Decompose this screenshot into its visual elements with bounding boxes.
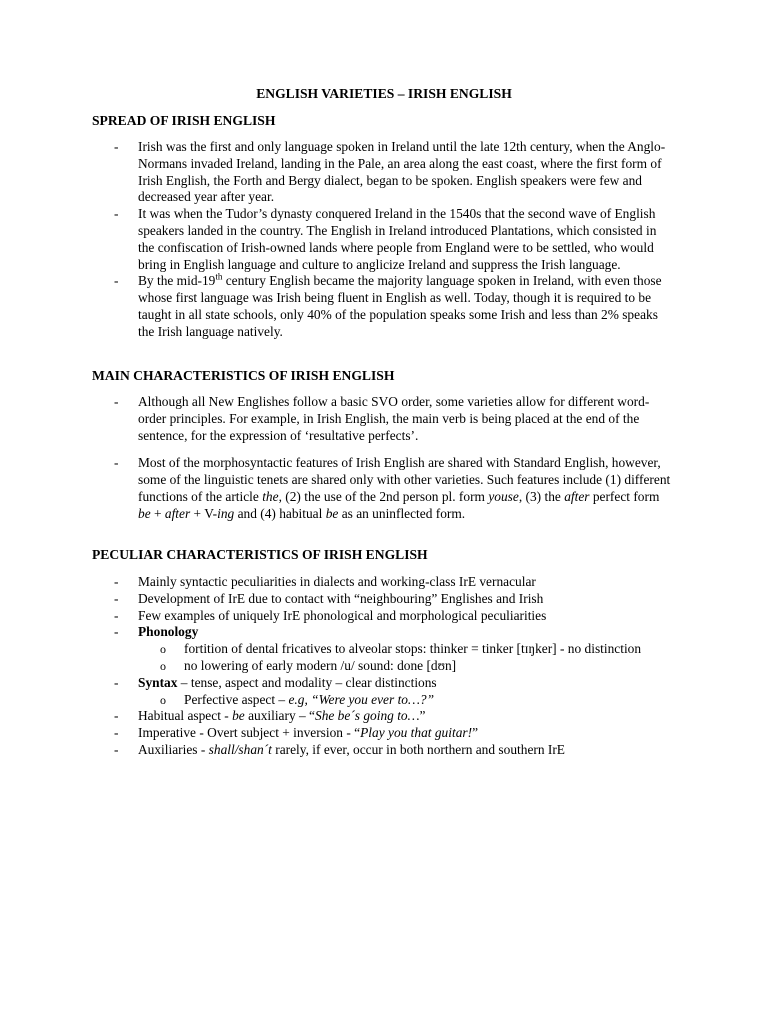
list-item: - Auxiliaries - shall/shan´t rarely, if ever, occur in both northern and southern IrE bbox=[114, 742, 674, 759]
document-title: ENGLISH VARIETIES – IRISH ENGLISH bbox=[256, 86, 512, 101]
list-item: - Syntax – tense, aspect and modality – clear distinctions o Perfective aspect – e.g, “Were you ever to…?” bbox=[114, 675, 674, 709]
main-characteristics-list bbox=[114, 394, 674, 523]
list-item: - Irish was the first and only language spoken in Ireland until the late 12th century, when the Anglo-Normans invaded Ireland, landing in the Pale, an area along the east coast, where the first form of Irish English, the Forth and Bergy dialect, began to be spoken. English speakers were few and decreased year after year. bbox=[114, 139, 674, 206]
section-heading-peculiar: PECULIAR CHARACTERISTICS OF IRISH ENGLISH bbox=[92, 547, 428, 562]
sublist-item: o Perfective aspect – e.g, “Were you ever to…?” bbox=[158, 692, 674, 709]
phonology-sublist bbox=[138, 641, 674, 675]
list-item: - Imperative - Overt subject + inversion - “Play you that guitar!” bbox=[114, 725, 674, 742]
list-item: - Although all New Englishes follow a basic SVO order, some varieties allow for different word-order principles. For example, in Irish English, the main verb is being placed at the end of the sentence, for the expression of ‘resultative perfects’. bbox=[114, 394, 674, 444]
sublist-item: o no lowering of early modern /u/ sound: done [dʊn] bbox=[158, 658, 674, 675]
sublist-item: o fortition of dental fricatives to alveolar stops: thinker = tinker [tɪŋker] - no distinction bbox=[158, 641, 674, 658]
list-item: - Development of IrE due to contact with “neighbouring” Englishes and Irish bbox=[114, 591, 674, 608]
list-item: - Few examples of uniquely IrE phonological and morphological peculiarities bbox=[114, 608, 674, 625]
list-item: - Habitual aspect - be auxiliary – “She be´s going to…” bbox=[114, 708, 674, 725]
section-heading-spread: SPREAD OF IRISH ENGLISH bbox=[92, 113, 276, 128]
list-item: - Most of the morphosyntactic features of Irish English are shared with Standard English, however, some of the linguistic tenets are shared only with other varieties. Such features include (1) different functions of the article the, (2) the use of the 2nd person pl. form youse, (3) the after perfect form be + after + V-ing and (4) habitual be as an uninflected form. bbox=[114, 455, 674, 522]
spread-list bbox=[114, 139, 674, 341]
list-item: - Phonology o fortition of dental fricatives to alveolar stops: thinker = tinker [tɪŋker] - no distinction o no lowering of early modern /u/ sound: done [dʊn] bbox=[114, 624, 674, 674]
list-item: - By the mid-19th century English became the majority language spoken in Ireland, with even those whose first language was Irish being fluent in English as well. Today, though it is required to be taught in all state schools, only 40% of the population speaks some Irish and less than 2% speaks the Irish language natively. bbox=[114, 273, 674, 340]
list-item: - Mainly syntactic peculiarities in dialects and working-class IrE vernacular bbox=[114, 574, 674, 591]
peculiar-characteristics-list bbox=[114, 574, 674, 759]
section-heading-main: MAIN CHARACTERISTICS OF IRISH ENGLISH bbox=[92, 368, 395, 383]
list-item: - It was when the Tudor’s dynasty conquered Ireland in the 1540s that the second wave of English speakers landed in the country. The English in Ireland introduced Plantations, which consisted in the confiscation of Irish-owned lands where people from England were to be settled, who would bring in English language and culture to anglicize Ireland and suppress the Irish language. bbox=[114, 206, 674, 273]
syntax-sublist bbox=[138, 692, 674, 709]
